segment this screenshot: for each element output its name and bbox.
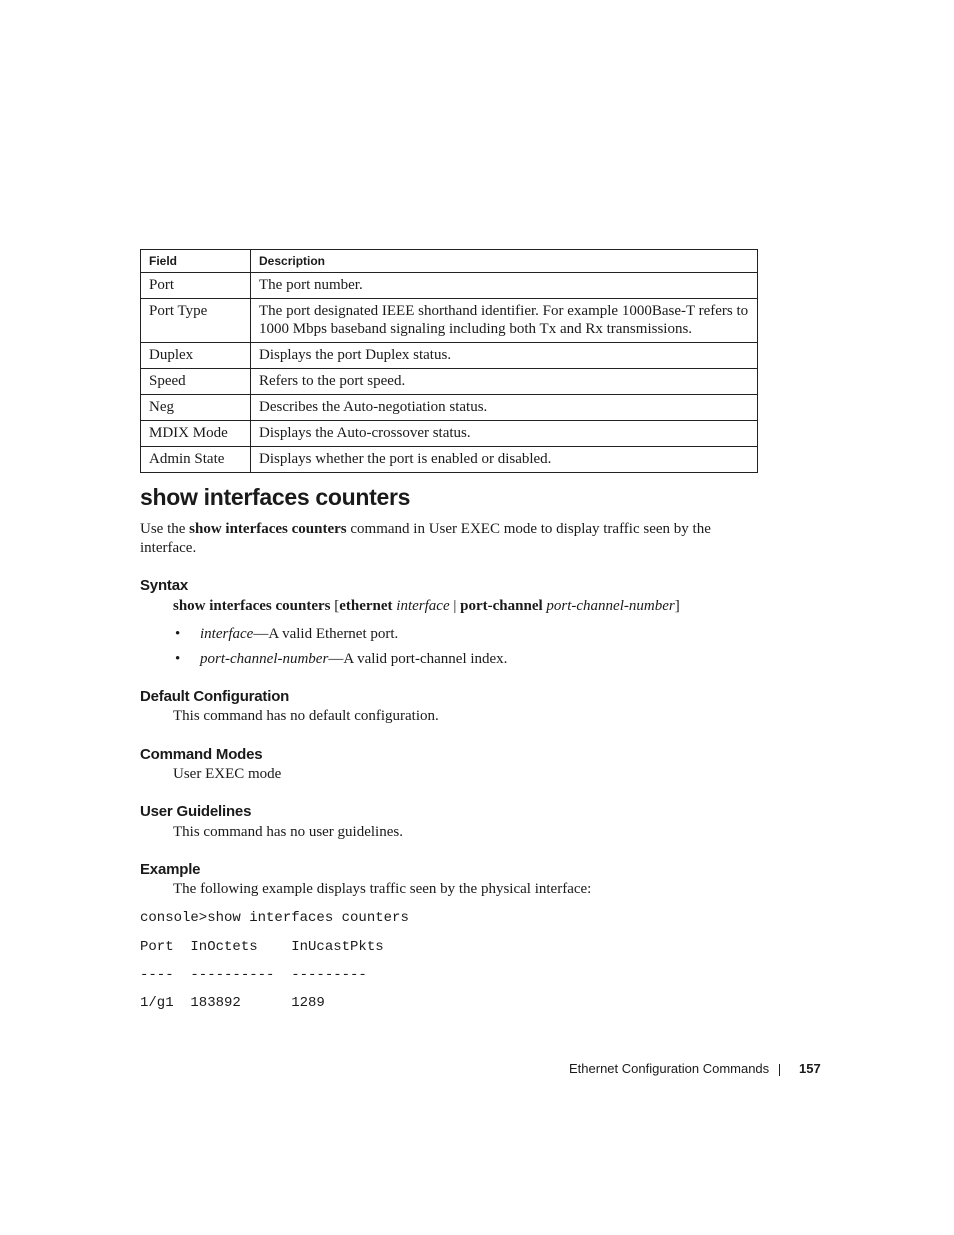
header-description: Description xyxy=(251,250,758,273)
example-heading: Example xyxy=(140,861,201,878)
intro-paragraph xyxy=(140,520,760,558)
intro-pre: Use the xyxy=(140,521,190,537)
syntax-heading: Syntax xyxy=(140,577,188,594)
syntax-arg-port-channel-number: port-channel-number xyxy=(542,598,675,614)
user-guidelines-text: This command has no user guidelines. xyxy=(173,824,403,840)
table-row xyxy=(141,447,758,473)
description-cell: Displays the port Duplex status. xyxy=(251,343,758,369)
intro-post: command in User EXEC mode to display traffic seen by the xyxy=(346,521,711,537)
table-row xyxy=(141,395,758,421)
bullet-dot: • xyxy=(175,626,181,642)
description-cell: Refers to the port speed. xyxy=(251,369,758,395)
footer-chapter: Ethernet Configuration Commands xyxy=(569,1061,770,1076)
field-description-table xyxy=(140,249,758,473)
field-cell: Neg xyxy=(141,395,251,421)
table-row xyxy=(141,369,758,395)
field-cell: Port xyxy=(141,273,251,299)
bullet-term: port-channel-number xyxy=(200,651,329,667)
syntax-pipe: | xyxy=(449,598,461,614)
list-item xyxy=(200,650,507,669)
footer-divider xyxy=(779,1064,780,1076)
field-cell: Duplex xyxy=(141,343,251,369)
syntax-line xyxy=(173,597,680,616)
syntax-arg-interface: interface xyxy=(392,598,450,614)
table-row xyxy=(141,343,758,369)
table-row xyxy=(141,273,758,299)
field-cell: Port Type xyxy=(141,299,251,343)
command-modes-heading: Command Modes xyxy=(140,746,263,763)
syntax-keyword-ethernet: ethernet xyxy=(339,598,393,614)
intro-line-2: interface. xyxy=(140,540,197,556)
table-row xyxy=(141,299,758,343)
table-header-row xyxy=(141,250,758,273)
code-line-data: 1/g1 183892 1289 xyxy=(140,995,325,1011)
description-cell: Displays whether the port is enabled or disabled. xyxy=(251,447,758,473)
syntax-command: show interfaces counters xyxy=(173,598,331,614)
code-line-separator: ---- ---------- --------- xyxy=(140,967,367,983)
default-config-heading: Default Configuration xyxy=(140,688,290,705)
list-item xyxy=(200,625,398,644)
description-cell: Displays the Auto-crossover status. xyxy=(251,421,758,447)
bullet-desc: —A valid Ethernet port. xyxy=(253,626,399,642)
description-cell: Describes the Auto-negotiation status. xyxy=(251,395,758,421)
field-cell: Speed xyxy=(141,369,251,395)
footer-page-number: 157 xyxy=(799,1061,821,1076)
page-title: show interfaces counters xyxy=(140,484,411,510)
syntax-open: [ xyxy=(330,598,340,614)
bullet-term: interface xyxy=(200,626,254,642)
user-guidelines-heading: User Guidelines xyxy=(140,803,252,820)
default-config-text: This command has no default configuration. xyxy=(173,708,439,724)
code-line-header: Port InOctets InUcastPkts xyxy=(140,939,384,955)
syntax-close: ] xyxy=(674,598,680,614)
bullet-desc: —A valid port-channel index. xyxy=(328,651,508,667)
example-text: The following example displays traffic seen by the physical interface: xyxy=(173,881,592,897)
field-cell: MDIX Mode xyxy=(141,421,251,447)
header-field: Field xyxy=(141,250,251,273)
description-cell: The port designated IEEE shorthand identifier. For example 1000Base-T refers to 1000 Mbps baseband signaling including both Tx and Rx transmissions. xyxy=(251,299,758,343)
bullet-dot: • xyxy=(175,651,181,667)
command-modes-text: User EXEC mode xyxy=(173,766,282,782)
intro-command: show interfaces counters xyxy=(189,521,347,537)
table-row xyxy=(141,421,758,447)
intro-line-1 xyxy=(140,520,760,539)
syntax-keyword-port-channel: port-channel xyxy=(460,598,543,614)
description-cell: The port number. xyxy=(251,273,758,299)
field-cell: Admin State xyxy=(141,447,251,473)
code-line-command: console>show interfaces counters xyxy=(140,910,409,926)
